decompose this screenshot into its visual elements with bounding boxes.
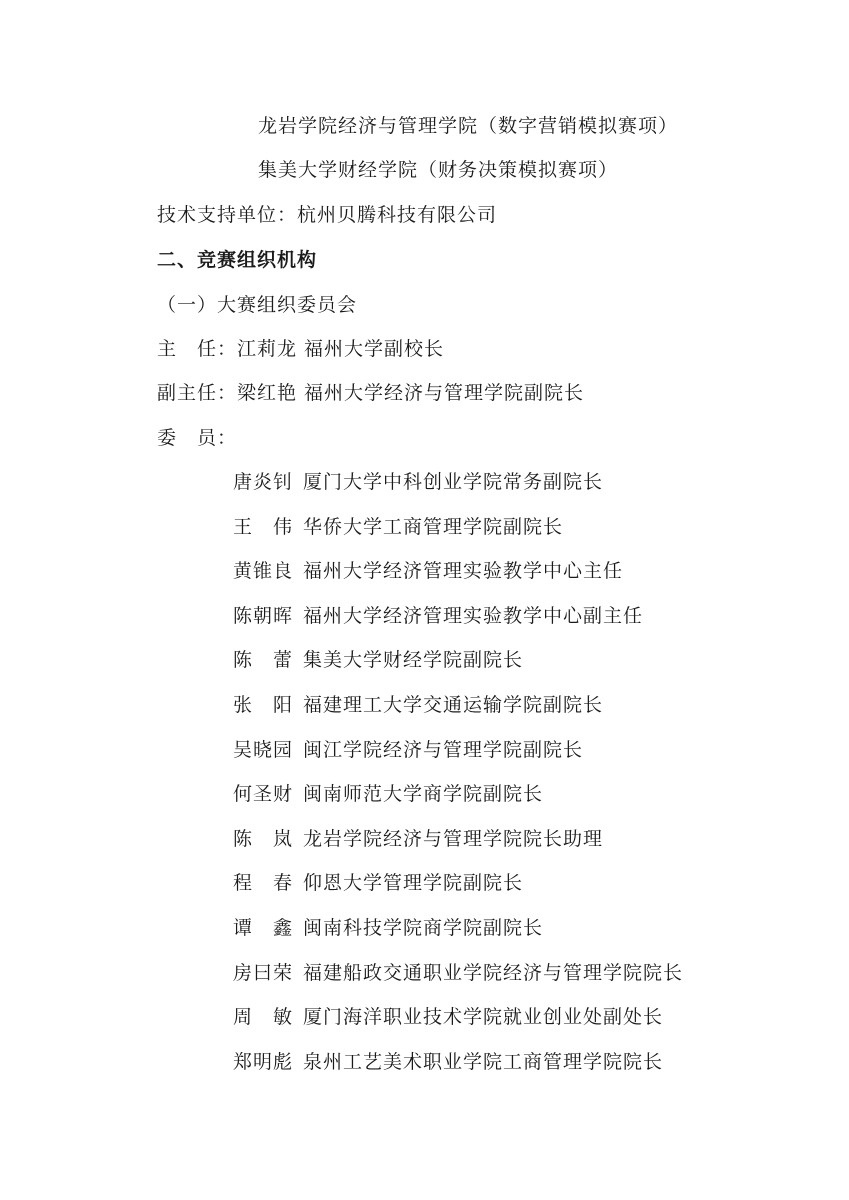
member-name: 陈 蕾 <box>233 649 294 672</box>
member-name: 谭 鑫 <box>233 916 294 939</box>
list-item <box>233 558 683 603</box>
member-title: 厦门大学中科创业学院常务副院长 <box>303 471 604 493</box>
member-title: 泉州工艺美术职业学院工商管理学院院长 <box>303 1050 664 1073</box>
member-name: 王 伟 <box>233 515 294 538</box>
list-item <box>233 514 683 559</box>
member-title: 福州大学经济管理实验教学中心副主任 <box>303 604 644 627</box>
member-title: 仰恩大学管理学院副院长 <box>303 872 524 895</box>
list-item <box>233 603 683 648</box>
host-jimei-line: 集美大学财经学院（财务决策模拟赛项） <box>258 159 619 181</box>
member-name: 周 敏 <box>233 1006 294 1029</box>
member-name: 吴晓园 <box>233 738 294 761</box>
member-title: 闽江学院经济与管理学院副院长 <box>303 738 584 761</box>
member-name: 陈朝晖 <box>233 604 294 627</box>
list-item <box>233 915 683 960</box>
member-title: 集美大学财经学院副院长 <box>303 649 524 672</box>
member-title: 龙岩学院经济与管理学院院长助理 <box>303 827 604 850</box>
member-name: 郑明彪 <box>233 1050 294 1073</box>
member-name: 唐炎钊 <box>233 471 294 493</box>
list-item <box>233 469 683 514</box>
list-item <box>233 870 683 915</box>
member-title: 华侨大学工商管理学院副院长 <box>303 515 564 538</box>
list-item <box>233 1004 683 1049</box>
list-item <box>233 826 683 871</box>
host-longyan-line: 龙岩学院经济与管理学院（数字营销模拟赛项） <box>258 115 679 137</box>
list-item <box>233 1049 683 1094</box>
member-name: 陈 岚 <box>233 827 294 850</box>
member-title: 闽南科技学院商学院副院长 <box>303 916 544 939</box>
list-item <box>233 647 683 692</box>
member-list <box>233 469 683 1093</box>
member-name: 程 春 <box>233 872 294 895</box>
members-label: 委 员： <box>157 427 238 449</box>
member-title: 福建船政交通职业学院经济与管理学院院长 <box>303 961 684 984</box>
director-line: 主 任：江莉龙 福州大学副校长 <box>157 338 445 360</box>
member-name: 房曰荣 <box>233 961 294 984</box>
subsection-heading: （一）大赛组织委员会 <box>157 294 358 316</box>
member-name: 何圣财 <box>233 783 294 806</box>
member-title: 福建理工大学交通运输学院副院长 <box>303 693 604 716</box>
tech-support-line: 技术支持单位：杭州贝腾科技有限公司 <box>157 204 498 226</box>
member-title: 闽南师范大学商学院副院长 <box>303 783 544 806</box>
member-title: 厦门海洋职业技术学院就业创业处副处长 <box>303 1006 664 1029</box>
member-name: 张 阳 <box>233 693 294 716</box>
section-heading: 二、竞赛组织机构 <box>157 249 318 271</box>
deputy-director-line: 副主任：梁红艳 福州大学经济与管理学院副院长 <box>157 382 585 404</box>
member-title: 福州大学经济管理实验教学中心主任 <box>303 560 624 583</box>
list-item <box>233 781 683 826</box>
list-item <box>233 737 683 782</box>
list-item <box>233 692 683 737</box>
list-item <box>233 960 683 1005</box>
member-name: 黄锥良 <box>233 560 294 583</box>
